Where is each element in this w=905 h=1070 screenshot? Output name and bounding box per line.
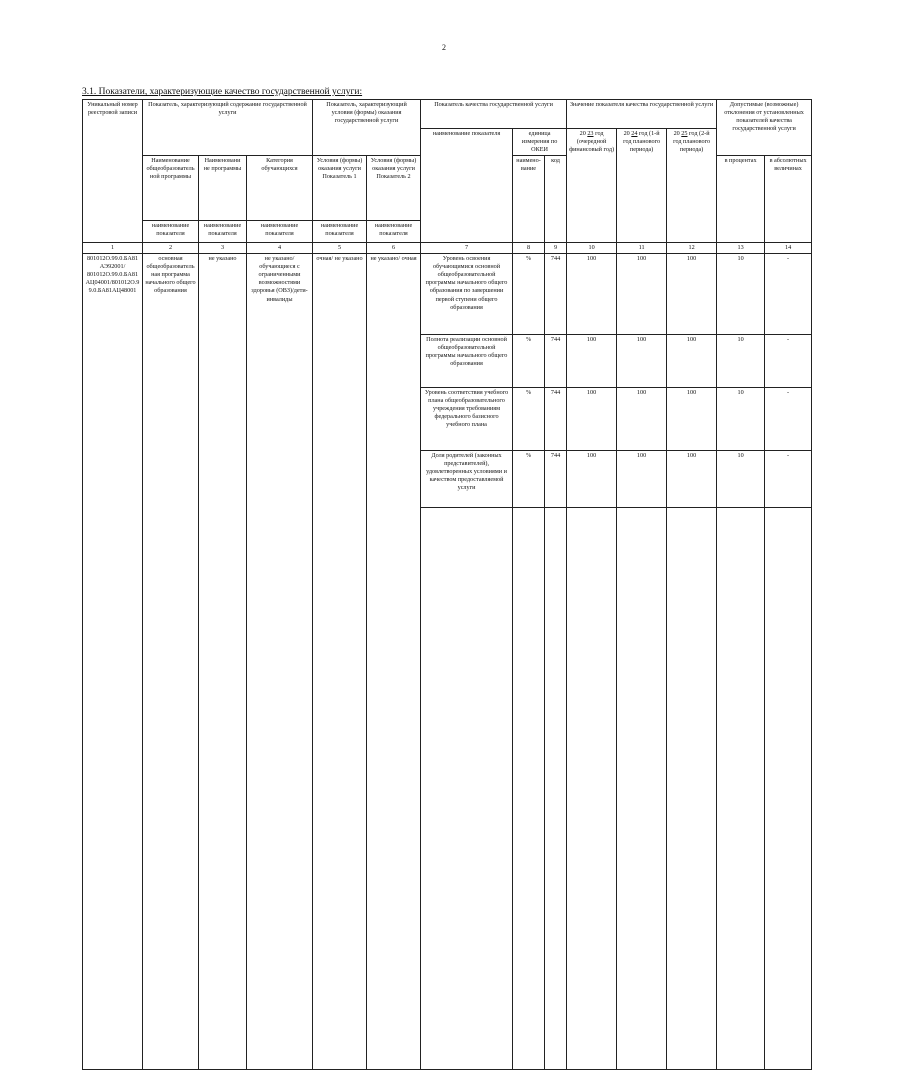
year1-value-cell: 100 (567, 451, 617, 508)
column-number: 9 (545, 243, 567, 254)
column-number: 7 (421, 243, 513, 254)
header-indicator-name-5: наименование показателя (313, 221, 367, 243)
year1-value-cell: 100 (567, 254, 617, 335)
year2-value-cell: 100 (617, 335, 667, 388)
year3-value-cell: 100 (667, 388, 717, 451)
unit-cell: % (513, 388, 545, 451)
header-indicator-name-6: наименование показателя (367, 221, 421, 243)
header-quality-indicator: Показатель качества государственной услуги (421, 100, 567, 129)
registry-number-cell: 801012О.99.0.БА81АЭ92001/ 801012О.99.0.БА81АЦ04001/801012О.99.0.БА81АЦ48001 (83, 254, 143, 1070)
header-indicator-name: наименование показателя (421, 129, 513, 243)
header-in-absolute: в абсолютных величинах (765, 156, 812, 243)
header-allowed-deviation: Допустимые (возможные) отклонения от установленных показателей качества государственной услуги (717, 100, 812, 156)
quality-indicators-table (82, 99, 812, 1070)
program-item-cell: не указано (199, 254, 247, 1070)
empty-cell (667, 508, 717, 1070)
condition-1-cell: очная/ не указано (313, 254, 367, 1070)
empty-cell (717, 508, 765, 1070)
header-row-1 (83, 100, 812, 129)
unit-cell: % (513, 335, 545, 388)
header-unit-code: код (545, 156, 567, 243)
percent-cell: 10 (717, 388, 765, 451)
column-number: 10 (567, 243, 617, 254)
header-student-category: Категория обучающихся (247, 156, 313, 221)
condition-2-cell: не указано/ очная (367, 254, 421, 1070)
student-category-cell: не указано/ обучающиеся с ограниченными возможностями здоровья (ОВЗ)/дети-инвалиды (247, 254, 313, 1070)
code-cell: 744 (545, 335, 567, 388)
code-cell: 744 (545, 451, 567, 508)
empty-cell (545, 508, 567, 1070)
header-indicator-name-4: наименование показателя (247, 221, 313, 243)
absolute-cell: - (765, 335, 812, 388)
column-number: 1 (83, 243, 143, 254)
indicator-name-cell: Уровень освоения обучающимися основной общеобразовательной программы начального общего образования по завершении первой ступени общего образования (421, 254, 513, 335)
indicator-name-cell: Доля родителей (законных представителей), удовлетворенных условиями и качеством предоставляемой услуги (421, 451, 513, 508)
column-number: 4 (247, 243, 313, 254)
column-number: 2 (143, 243, 199, 254)
header-condition-2: Условия (формы) оказания услуги Показатель 2 (367, 156, 421, 221)
header-year-1: 20 23 год (очередной финансовый год) (567, 129, 617, 243)
column-number: 14 (765, 243, 812, 254)
header-unit-okei: единица измерения по ОКЕИ (513, 129, 567, 156)
column-number: 6 (367, 243, 421, 254)
header-conditions-indicator: Показатель, характеризующий условия (формы) оказания государственной услуги (313, 100, 421, 156)
code-cell: 744 (545, 254, 567, 335)
header-indicator-value: Значение показателя качества государственной услуги (567, 100, 717, 129)
empty-cell (765, 508, 812, 1070)
year1-value-cell: 100 (567, 335, 617, 388)
header-indicator-name-3: наименование показателя (199, 221, 247, 243)
empty-cell (567, 508, 617, 1070)
percent-cell: 10 (717, 335, 765, 388)
year1-value-cell: 100 (567, 388, 617, 451)
year2-value-cell: 100 (617, 254, 667, 335)
page-number: 2 (442, 43, 446, 52)
column-number: 8 (513, 243, 545, 254)
indicator-name-cell: Уровень соответствия учебного плана общеобразовательного учреждения требованиям федерального базисного учебного плана (421, 388, 513, 451)
header-indicator-name-2: наименование показателя (143, 221, 199, 243)
empty-cell (617, 508, 667, 1070)
year3-value-cell: 100 (667, 335, 717, 388)
program-cell: основная общеобразовательная программа начального общего образования (143, 254, 199, 1070)
header-content-indicator: Показатель, характеризующий содержание государственной услуги (143, 100, 313, 156)
header-condition-1: Условия (формы) оказания услуги Показатель 1 (313, 156, 367, 221)
unit-cell: % (513, 451, 545, 508)
header-year-3: 20 25 год (2-й год планового периода) (667, 129, 717, 243)
unit-cell: % (513, 254, 545, 335)
absolute-cell: - (765, 254, 812, 335)
indicator-name-cell: Полнота реализации основной общеобразовательной программы начального общего образования (421, 335, 513, 388)
header-program-item: Наименовани не программы (199, 156, 247, 221)
header-unit-name: наимено-вание (513, 156, 545, 243)
column-number: 3 (199, 243, 247, 254)
column-number: 12 (667, 243, 717, 254)
column-number: 11 (617, 243, 667, 254)
header-program-name: Наименование общеобразовательной программы (143, 156, 199, 221)
code-cell: 744 (545, 388, 567, 451)
column-number: 5 (313, 243, 367, 254)
year2-value-cell: 100 (617, 388, 667, 451)
absolute-cell: - (765, 388, 812, 451)
column-number: 13 (717, 243, 765, 254)
percent-cell: 10 (717, 451, 765, 508)
table-row (83, 254, 812, 335)
empty-cell (421, 508, 513, 1070)
header-registry-number: Уникальный номер реестровой записи (83, 100, 143, 243)
section-title: 3.1. Показатели, характеризующие качество государственной услуги: (82, 87, 363, 97)
percent-cell: 10 (717, 254, 765, 335)
header-in-percent: в процентах (717, 156, 765, 243)
header-year-2: 20 24 год (1-й год планового периода) (617, 129, 667, 243)
absolute-cell: - (765, 451, 812, 508)
year3-value-cell: 100 (667, 451, 717, 508)
column-number-row (83, 243, 812, 254)
year2-value-cell: 100 (617, 451, 667, 508)
year3-value-cell: 100 (667, 254, 717, 335)
empty-cell (513, 508, 545, 1070)
